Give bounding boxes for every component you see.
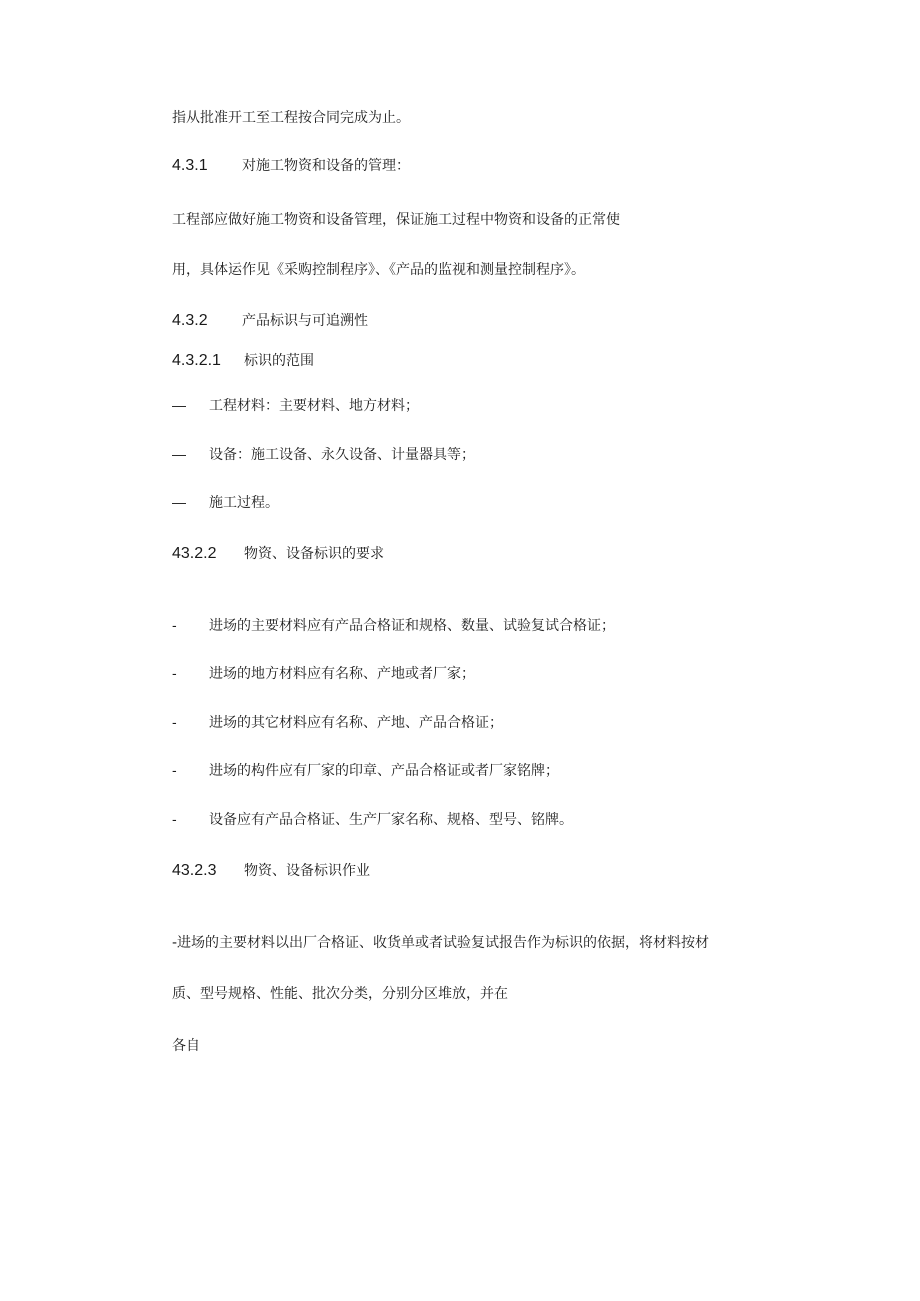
- paragraph-line: 用，具体运作见《采购控制程序》、《产品的监视和测量控制程序》。: [172, 262, 585, 278]
- dash-marker: —: [172, 397, 186, 413]
- section-number: 43.2.2: [172, 545, 217, 562]
- section-title: 对施工物资和设备的管理：: [242, 158, 410, 174]
- paragraph-line: 质、型号规格、性能、批次分类，分别分区堆放，并在: [172, 986, 508, 1002]
- list-item-text: 进场的构件应有厂家的印章、产品合格证或者厂家铭牌；: [209, 763, 559, 779]
- list-item-text: 工程材料：主要材料、地方材料；: [209, 398, 419, 414]
- list-item-text: 设备：施工设备、永久设备、计量器具等；: [209, 447, 475, 463]
- list-item-text: 施工过程。: [209, 495, 279, 511]
- list-item: [172, 615, 615, 636]
- list-item: [172, 760, 559, 781]
- paragraph-line: -进场的主要材料以出厂合格证、收货单或者试验复试报告作为标识的依据，将材料按材: [172, 935, 710, 951]
- list-item: [172, 809, 573, 830]
- list-item-text: 进场的其它材料应有名称、产地、产品合格证；: [209, 715, 503, 731]
- section-number: 4.3.2: [172, 312, 208, 329]
- list-item-text: 设备应有产品合格证、生产厂家名称、规格、型号、铭牌。: [209, 812, 573, 828]
- section-heading-4-3-2-2: [172, 544, 384, 564]
- dash-marker: -: [172, 617, 177, 633]
- paragraph-intro: 指从批准开工至工程按合同完成为止。: [172, 110, 410, 126]
- dash-marker: —: [172, 494, 186, 510]
- section-title: 物资、设备标识的要求: [244, 546, 384, 562]
- list-item: [172, 492, 279, 513]
- list-item: [172, 444, 475, 465]
- section-title: 产品标识与可追溯性: [242, 313, 368, 329]
- paragraph-line: 工程部应做好施工物资和设备管理，保证施工过程中物资和设备的正常使: [172, 212, 620, 228]
- list-item: [172, 712, 503, 733]
- dash-marker: -: [172, 665, 177, 681]
- list-item: [172, 663, 475, 684]
- section-number: 4.3.1: [172, 157, 208, 174]
- section-title: 物资、设备标识作业: [244, 863, 370, 879]
- section-heading-4-3-2-3: [172, 861, 370, 881]
- section-heading-4-3-2: [172, 311, 368, 331]
- list-item-text: 进场的主要材料应有产品合格证和规格、数量、试验复试合格证；: [209, 618, 615, 634]
- list-item-text: 进场的地方材料应有名称、产地或者厂家；: [209, 666, 475, 682]
- section-title: 标识的范围: [244, 353, 314, 369]
- section-heading-4-3-1: [172, 156, 410, 176]
- dash-marker: -: [172, 811, 177, 827]
- paragraph-line: 各自: [172, 1038, 200, 1054]
- dash-marker: —: [172, 446, 186, 462]
- dash-marker: -: [172, 714, 177, 730]
- section-number: 4.3.2.1: [172, 352, 221, 369]
- section-heading-4-3-2-1: [172, 351, 314, 371]
- section-number: 43.2.3: [172, 862, 217, 879]
- dash-marker: -: [172, 762, 177, 778]
- list-item: [172, 395, 419, 416]
